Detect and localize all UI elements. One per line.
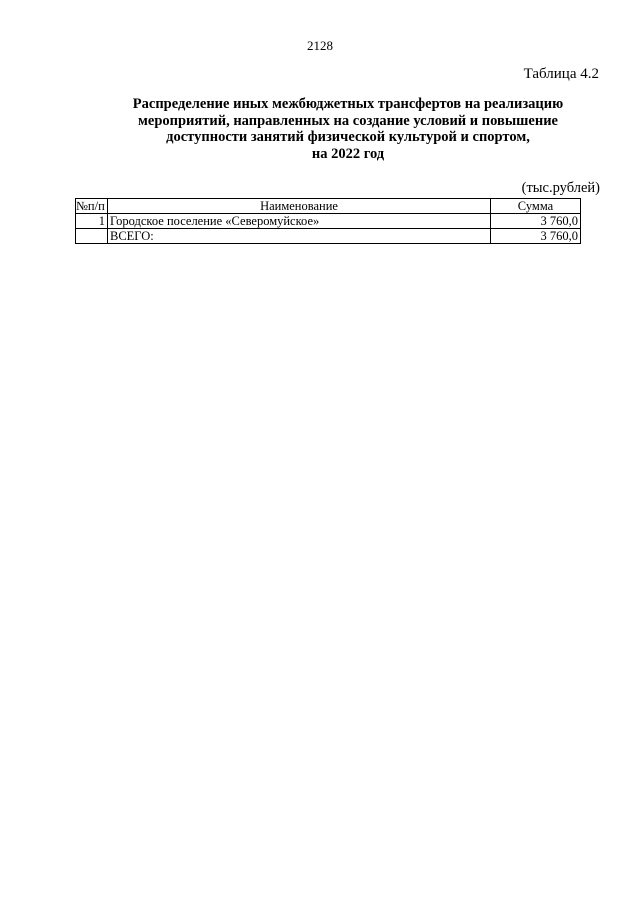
total-num-cell: [76, 229, 108, 244]
transfers-table: [75, 198, 581, 244]
header-sum: Сумма: [491, 199, 581, 214]
header-name: Наименование: [108, 199, 491, 214]
title-line: доступности занятий физической культурой и спортом,: [166, 129, 530, 145]
table-label: Таблица 4.2: [523, 66, 599, 82]
units-label: (тыс.рублей): [521, 180, 600, 196]
title-line: мероприятий, направленных на создание условий и повышение: [138, 112, 558, 129]
page-number: 2128: [307, 38, 333, 53]
document-title: [100, 96, 596, 162]
table-row: [76, 214, 581, 229]
header-num: №п/п: [76, 199, 108, 214]
title-line: на 2022 год: [311, 145, 385, 162]
row-num: 1: [76, 214, 108, 229]
row-sum: 3 760,0: [491, 214, 581, 229]
total-label: ВСЕГО:: [108, 229, 491, 244]
table-header-row: [76, 199, 581, 214]
total-row: [76, 229, 581, 244]
total-sum: 3 760,0: [491, 229, 581, 244]
row-name: Городское поселение «Северомуйское»: [108, 214, 491, 229]
title-line: Распределение иных межбюджетных трансфертов на реализацию: [132, 96, 564, 112]
